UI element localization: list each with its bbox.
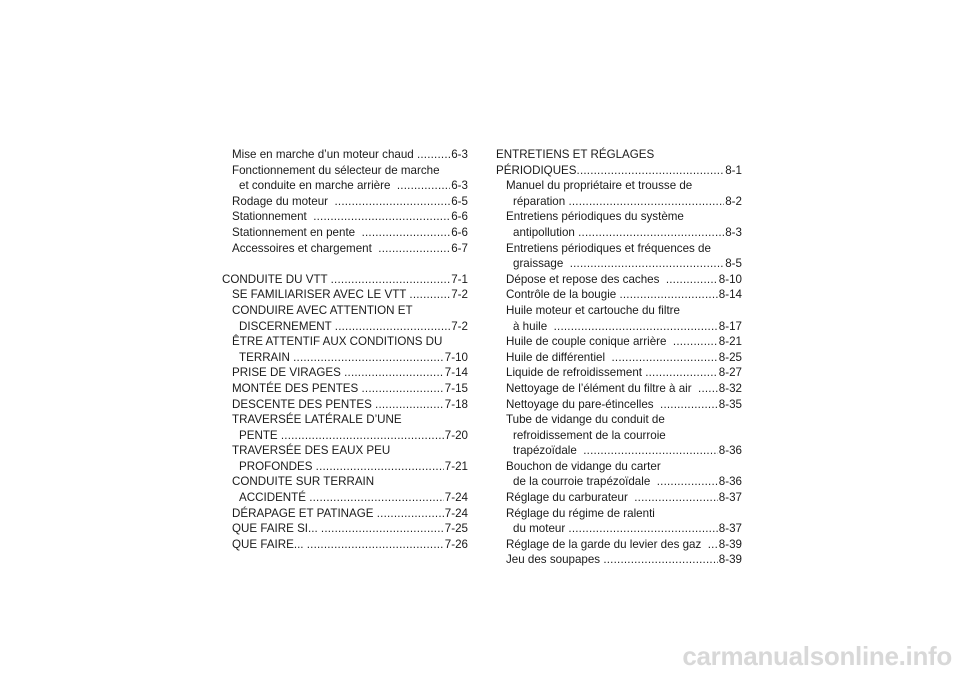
toc-dot-leader <box>344 365 444 381</box>
toc-entry[interactable] <box>496 490 742 506</box>
toc-dot-leader <box>619 287 717 303</box>
toc-page-number: 7-14 <box>444 366 468 380</box>
toc-page-number: 8-21 <box>718 335 742 349</box>
toc-entry-continued <box>496 459 742 475</box>
toc-entry[interactable] <box>496 365 742 381</box>
toc-entry[interactable] <box>222 225 468 241</box>
site-watermark: carmanualsonline.info <box>682 641 952 671</box>
toc-dot-leader <box>673 334 718 350</box>
toc-page-number: 7-25 <box>444 522 468 536</box>
toc-entry-title: Réglage du régime de ralenti <box>506 506 655 520</box>
toc-entry-title: du moteur <box>513 522 569 536</box>
toc-entry[interactable] <box>496 225 742 241</box>
toc-dot-leader <box>378 241 450 257</box>
toc-page-number: 6-6 <box>451 210 468 224</box>
toc-dot-leader <box>634 490 718 506</box>
toc-entry[interactable] <box>222 506 468 522</box>
toc-dot-leader <box>698 381 718 397</box>
toc-entry-continued <box>222 303 468 319</box>
toc-entry[interactable] <box>222 537 468 553</box>
toc-entry-continued <box>496 303 742 319</box>
toc-dot-leader <box>281 428 444 444</box>
toc-entry[interactable] <box>222 428 468 444</box>
toc-entry-continued <box>496 209 742 225</box>
toc-entry[interactable] <box>496 537 742 553</box>
toc-dot-leader <box>293 350 444 366</box>
toc-entry-title: Stationnement en pente <box>232 225 362 239</box>
toc-entry[interactable] <box>222 350 468 366</box>
toc-page-number: 7-18 <box>444 397 468 411</box>
toc-page-number: 7-2 <box>451 288 468 302</box>
toc-entry-title: Jeu des soupapes <box>506 553 604 567</box>
toc-entry-title: et conduite en marche arrière <box>239 179 397 193</box>
toc-entry-title: MONTÉE DES PENTES <box>232 381 362 395</box>
toc-dot-leader <box>316 459 444 475</box>
toc-entry-continued <box>222 412 468 428</box>
toc-dot-leader <box>577 163 725 179</box>
toc-entry-title: PÉRIODIQUES <box>496 163 577 177</box>
toc-entry[interactable] <box>496 521 742 537</box>
toc-page-number: 8-39 <box>718 553 742 567</box>
toc-entry[interactable] <box>222 381 468 397</box>
toc-page-number: 8-17 <box>718 319 742 333</box>
toc-entry[interactable] <box>222 287 468 303</box>
toc-entry-title: Nettoyage du pare-étincelles <box>506 397 661 411</box>
toc-entry[interactable] <box>496 287 742 303</box>
toc-entry[interactable] <box>222 365 468 381</box>
toc-entry-continued <box>222 163 468 179</box>
toc-entry-continued <box>496 428 742 444</box>
toc-entry-title: ACCIDENTÉ <box>239 491 310 505</box>
toc-entry[interactable] <box>222 490 468 506</box>
toc-entry-continued <box>222 443 468 459</box>
toc-entry-title: graissage <box>513 257 570 271</box>
toc-left-column <box>222 147 468 552</box>
toc-entry-title: Stationnement <box>232 210 314 224</box>
toc-page-number: 6-7 <box>451 241 468 255</box>
toc-dot-leader <box>583 443 718 459</box>
toc-entry-title: PENTE <box>239 428 281 442</box>
toc-page-number: 8-39 <box>718 537 742 551</box>
toc-entry[interactable] <box>222 521 468 537</box>
toc-page-number: 8-37 <box>718 491 742 505</box>
toc-dot-leader <box>554 319 718 335</box>
toc-page-number: 7-24 <box>444 506 468 520</box>
toc-page-number: 8-2 <box>725 194 742 208</box>
toc-entry[interactable] <box>496 194 742 210</box>
toc-entry[interactable] <box>496 381 742 397</box>
toc-dot-leader <box>377 506 444 522</box>
toc-entry-title: TRAVERSÉE DES EAUX PEU <box>232 444 391 458</box>
toc-dot-leader <box>361 381 443 397</box>
toc-entry-title: QUE FAIRE SI... <box>232 522 321 536</box>
toc-entry-continued <box>496 412 742 428</box>
toc-entry[interactable] <box>222 272 468 288</box>
toc-page-number: 8-27 <box>718 366 742 380</box>
toc-page-number: 8-35 <box>718 397 742 411</box>
toc-entry-continued <box>222 334 468 350</box>
toc-dot-leader <box>362 225 451 241</box>
toc-entry-continued <box>496 178 742 194</box>
toc-entry[interactable] <box>222 194 468 210</box>
toc-dot-leader <box>397 178 450 194</box>
toc-dot-leader <box>313 209 450 225</box>
toc-entry-title: Huile de couple conique arrière <box>506 335 673 349</box>
toc-entry[interactable] <box>222 319 468 335</box>
toc-entry-title: Entretiens périodiques et fréquences de <box>506 241 711 255</box>
toc-entry[interactable] <box>496 350 742 366</box>
toc-dot-leader <box>309 490 444 506</box>
toc-dot-leader <box>645 365 718 381</box>
toc-entry-title: Dépose et repose des caches <box>506 272 666 286</box>
toc-page-number: 8-10 <box>718 272 742 286</box>
toc-page-number: 7-2 <box>451 319 468 333</box>
toc-entry-title: refroidissement de la courroie <box>513 428 666 442</box>
toc-entry[interactable] <box>222 178 468 194</box>
toc-entry-title: Accessoires et chargement <box>232 241 379 255</box>
toc-page-number: 6-3 <box>451 148 468 161</box>
toc-entry[interactable] <box>496 163 742 179</box>
toc-page-number: 8-14 <box>718 288 742 302</box>
toc-page-number: 8-3 <box>725 225 742 239</box>
toc-entry[interactable] <box>222 241 468 257</box>
toc-page-number: 6-3 <box>451 179 468 193</box>
toc-dot-leader <box>568 521 717 537</box>
toc-dot-leader <box>375 397 444 413</box>
toc-entry-title: TRAVERSÉE LATÉRALE D’UNE <box>232 413 402 427</box>
toc-dot-leader <box>611 350 717 366</box>
toc-page-number: 7-26 <box>444 537 468 551</box>
toc-dot-leader <box>708 537 718 553</box>
toc-entry[interactable] <box>222 147 468 163</box>
toc-entry-title: de la courroie trapézoïdale <box>513 475 657 489</box>
toc-page-number: 8-25 <box>718 350 742 364</box>
toc-entry-continued <box>496 506 742 522</box>
toc-page-number: 7-21 <box>444 459 468 473</box>
toc-dot-leader <box>603 552 717 568</box>
toc-entry[interactable] <box>222 459 468 475</box>
toc-entry[interactable] <box>496 397 742 413</box>
toc-entry-title: Tube de vidange du conduit de <box>506 413 665 427</box>
toc-entry-title: ÊTRE ATTENTIF AUX CONDITIONS DU <box>232 335 443 349</box>
toc-page-number: 6-6 <box>451 225 468 239</box>
toc-entry-title: DÉRAPAGE ET PATINAGE <box>232 506 377 520</box>
toc-page-number: 8-1 <box>725 163 742 177</box>
toc-page-number: 6-5 <box>451 194 468 208</box>
toc-entry-title: CONDUITE SUR TERRAIN <box>232 475 375 489</box>
toc-entry-title: CONDUIRE AVEC ATTENTION ET <box>232 303 413 317</box>
toc-entry-title: Mise en marche d’un moteur chaud <box>232 148 417 161</box>
toc-entry-title: Nettoyage de l’élément du filtre à air <box>506 381 699 395</box>
toc-entry[interactable] <box>496 319 742 335</box>
toc-entry[interactable] <box>222 209 468 225</box>
toc-entry-title: Huile moteur et cartouche du filtre <box>506 303 680 317</box>
toc-entry-title: à huile <box>513 319 554 333</box>
toc-entry-title: antipollution <box>513 225 579 239</box>
toc-dot-leader <box>331 272 451 288</box>
toc-page-number: 7-24 <box>444 491 468 505</box>
toc-entry-title: DESCENTE DES PENTES <box>232 397 376 411</box>
toc-entry-title: Réglage de la garde du levier des gaz <box>506 537 708 551</box>
toc-entry-title: Rodage du moteur <box>232 194 335 208</box>
toc-dot-leader <box>568 194 724 210</box>
toc-entry-title: PRISE DE VIRAGES <box>232 366 345 380</box>
toc-entry-title: SE FAMILIARISER AVEC LE VTT <box>232 288 410 302</box>
toc-dot-leader <box>307 537 444 553</box>
toc-dot-leader <box>578 225 724 241</box>
toc-entry-title: TERRAIN <box>239 350 294 364</box>
toc-entry-title: QUE FAIRE... <box>232 537 307 551</box>
toc-entry[interactable] <box>222 397 468 413</box>
toc-entry-title: Fonctionnement du sélecteur de marche <box>232 163 440 177</box>
toc-entry-continued <box>222 474 468 490</box>
toc-page-number: 7-15 <box>444 381 468 395</box>
toc-entry[interactable] <box>496 334 742 350</box>
toc-page-number: 7-20 <box>444 428 468 442</box>
toc-spacer <box>222 256 468 272</box>
toc-entry-title: Entretiens périodiques du système <box>506 210 684 224</box>
toc-dot-leader <box>409 287 450 303</box>
toc-entry-continued <box>496 147 742 163</box>
toc-entry-title: Manuel du propriétaire et trousse de <box>506 179 693 193</box>
toc-right-column <box>496 147 742 568</box>
toc-entry-title: PROFONDES <box>239 459 316 473</box>
toc-entry[interactable] <box>496 552 742 568</box>
toc-entry-title: CONDUITE DU VTT <box>222 272 331 286</box>
toc-entry-title: réparation <box>513 194 569 208</box>
toc-dot-leader <box>334 194 450 210</box>
toc-entry-continued <box>496 241 742 257</box>
toc-dot-leader <box>666 272 718 288</box>
toc-page-number: 7-1 <box>451 272 468 286</box>
toc-entry[interactable] <box>496 474 742 490</box>
toc-page-number: 7-10 <box>444 350 468 364</box>
toc-entry-title: Réglage du carburateur <box>506 491 635 505</box>
toc-entry-title: Contrôle de la bougie <box>506 288 620 302</box>
toc-dot-leader <box>657 474 718 490</box>
toc-page-number: 8-36 <box>718 444 742 458</box>
toc-entry-title: trapézoïdale <box>513 444 584 458</box>
toc-entry[interactable] <box>496 256 742 272</box>
toc-dot-leader <box>660 397 718 413</box>
toc-entry-title: ENTRETIENS ET RÉGLAGES <box>496 148 655 161</box>
toc-entry[interactable] <box>496 272 742 288</box>
toc-entry-title: Liquide de refroidissement <box>506 366 646 380</box>
toc-dot-leader <box>321 521 444 537</box>
toc-page-number: 8-32 <box>718 381 742 395</box>
toc-page-number: 8-36 <box>718 475 742 489</box>
toc-entry[interactable] <box>496 443 742 459</box>
toc-dot-leader <box>335 319 450 335</box>
toc-page-number: 8-37 <box>718 522 742 536</box>
toc-entry-title: Bouchon de vidange du carter <box>506 459 661 473</box>
toc-entry-title: Huile de différentiel <box>506 350 612 364</box>
toc-entry-title: DISCERNEMENT <box>239 319 335 333</box>
toc-dot-leader <box>570 256 725 272</box>
toc-page-number: 8-5 <box>725 257 742 271</box>
toc-dot-leader <box>417 147 450 163</box>
